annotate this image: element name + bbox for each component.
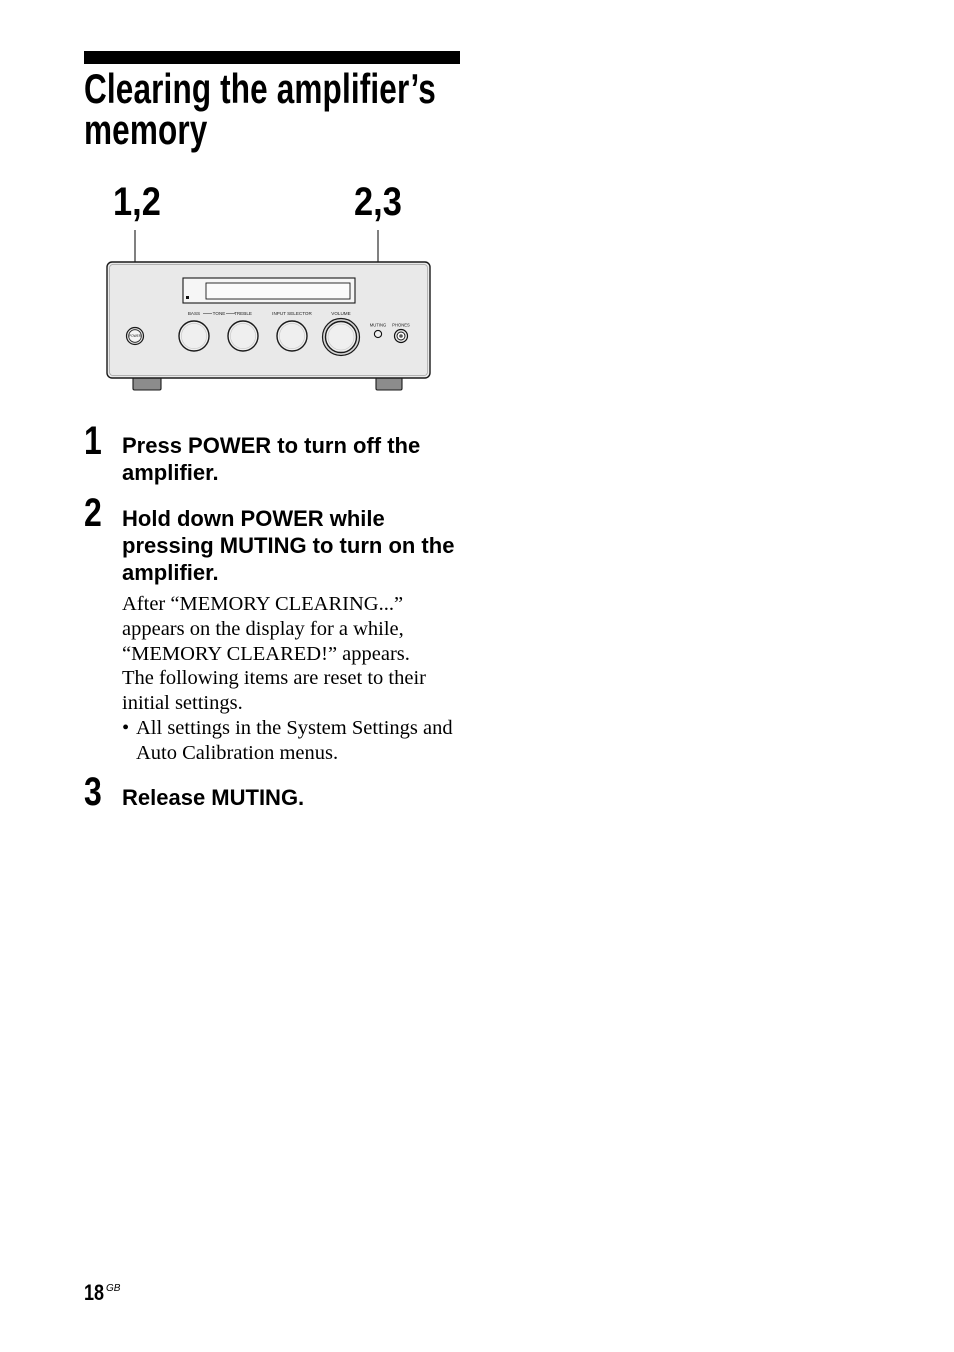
text-line: “MEMORY CLEARED!” appears.: [122, 642, 410, 665]
page-number: 18: [84, 1280, 105, 1305]
bullet-icon: •: [122, 716, 130, 739]
display-indicator-dot: [186, 296, 189, 299]
label-muting: MUTING: [369, 322, 387, 328]
step-number: 1: [84, 419, 102, 463]
display-screen: [206, 283, 350, 299]
amplifier-front-panel-illustration: [100, 225, 440, 395]
details-paragraph-1: [122, 592, 462, 666]
step-heading: [122, 784, 304, 811]
input-selector-knob: [277, 321, 307, 351]
bullet-list-item: [122, 716, 462, 766]
text-line: The following items are reset to their: [122, 667, 426, 690]
text-line: Auto Calibration menus.: [136, 741, 339, 764]
step-heading-line: Release MUTING.: [122, 785, 305, 810]
page-title: [84, 65, 436, 153]
step-number: 3: [84, 770, 102, 814]
text-line: After “MEMORY CLEARING...”: [122, 593, 404, 615]
label-tone: TONE: [212, 311, 226, 316]
step-heading: [122, 505, 454, 586]
label-phones: PHONES: [392, 322, 410, 328]
label-power: POWER: [128, 334, 142, 339]
phones-jack-hole: [399, 334, 403, 338]
page-title-line-1: Clearing the amplifier’s: [84, 65, 436, 112]
callout-steps-1-2: 1,2: [113, 180, 161, 224]
bass-knob: [179, 321, 209, 351]
step-number: 2: [84, 491, 102, 535]
label-volume: VOLUME: [331, 311, 351, 316]
section-top-rule: [84, 51, 460, 64]
text-line: All settings in the System Settings and: [136, 716, 453, 739]
muting-button: [374, 330, 381, 337]
treble-knob: [228, 321, 258, 351]
text-line: appears on the display for a while,: [122, 617, 404, 640]
label-input-selector: INPUT SELECTOR: [272, 311, 312, 316]
step-heading-line: Hold down POWER while: [122, 506, 385, 531]
step-heading-line: amplifier.: [122, 460, 219, 485]
page-title-line-2: memory: [84, 106, 208, 153]
volume-knob: [326, 322, 357, 353]
bullet-text: [136, 716, 453, 766]
step-heading-line: pressing MUTING to turn on the: [122, 533, 455, 558]
region-code: GB: [106, 1283, 121, 1294]
step-heading-line: Press POWER to turn off the: [122, 433, 421, 458]
details-paragraph-2: [122, 666, 462, 716]
step-heading: [122, 432, 420, 486]
step-heading-line: amplifier.: [122, 560, 219, 585]
callout-steps-2-3: 2,3: [354, 180, 402, 224]
text-line: initial settings.: [122, 692, 243, 715]
label-bass: BASS: [187, 311, 201, 316]
label-treble: TREBLE: [234, 311, 252, 316]
step-details: [122, 592, 462, 766]
